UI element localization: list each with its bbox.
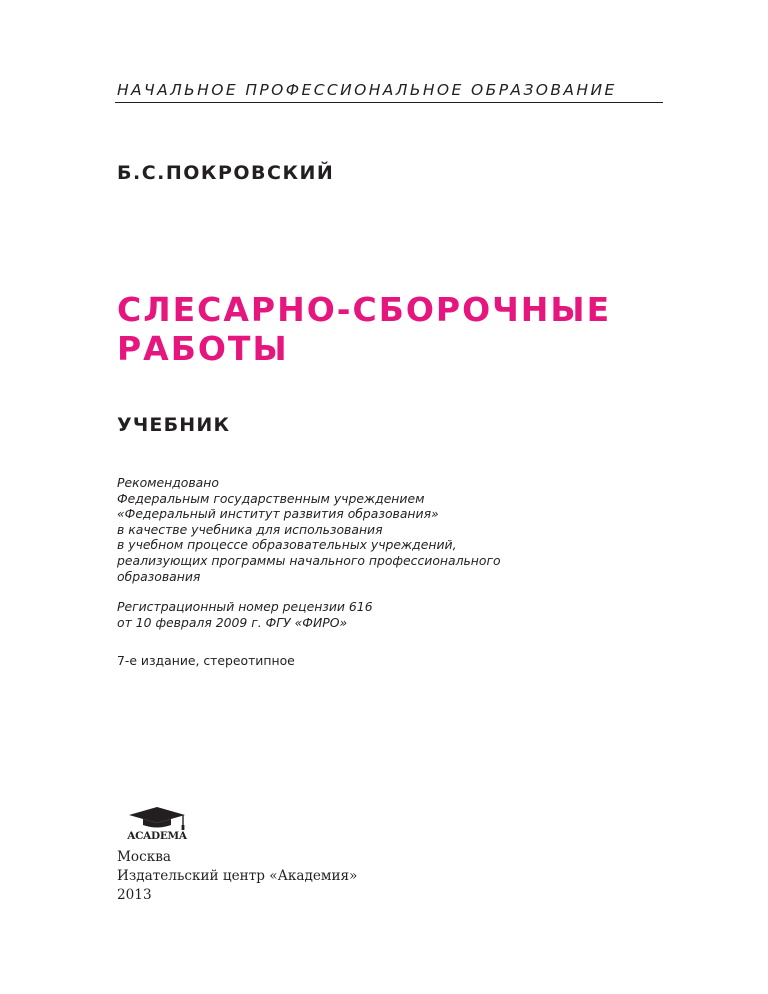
mortarboard-icon — [129, 807, 185, 830]
registration-line: Регистрационный номер рецензии 616 — [117, 599, 373, 614]
recommendation-line: реализующих программы начального профессионального — [117, 552, 501, 568]
publisher-logo — [117, 805, 197, 841]
publication-year: 2013 — [117, 887, 152, 903]
recommendation-block — [117, 475, 501, 584]
series-divider — [115, 102, 663, 103]
publisher-block — [117, 848, 357, 905]
book-title — [117, 290, 611, 368]
book-title-line: СЛЕСАРНО-СБОРОЧНЫЕ — [117, 290, 612, 329]
book-subtitle: УЧЕБНИК — [117, 414, 231, 436]
registration-line: от 10 февраля 2009 г. ФГУ «ФИРО» — [117, 614, 348, 630]
registration-block — [117, 599, 373, 630]
recommendation-line: в качестве учебника для использования — [117, 521, 383, 537]
publisher-city: Москва — [117, 849, 171, 865]
recommendation-line: Федеральным государственным учреждением — [117, 490, 425, 506]
recommendation-line: образования — [117, 568, 201, 584]
publisher-name: Издательский центр «Академия» — [117, 868, 358, 884]
book-title-line: РАБОТЫ — [117, 329, 289, 368]
series-title: НАЧАЛЬНОЕ ПРОФЕССИОНАЛЬНОЕ ОБРАЗОВАНИЕ — [117, 81, 617, 99]
recommendation-line: Рекомендовано — [117, 475, 219, 490]
recommendation-line: в учебном процессе образовательных учреждений, — [117, 537, 457, 553]
logo-wordmark: ACADEMA — [127, 830, 187, 841]
recommendation-line: «Федеральный институт развития образования» — [117, 506, 439, 522]
edition-note: 7-е издание, стереотипное — [117, 653, 295, 668]
author-name: Б.С.ПОКРОВСКИЙ — [117, 162, 335, 184]
